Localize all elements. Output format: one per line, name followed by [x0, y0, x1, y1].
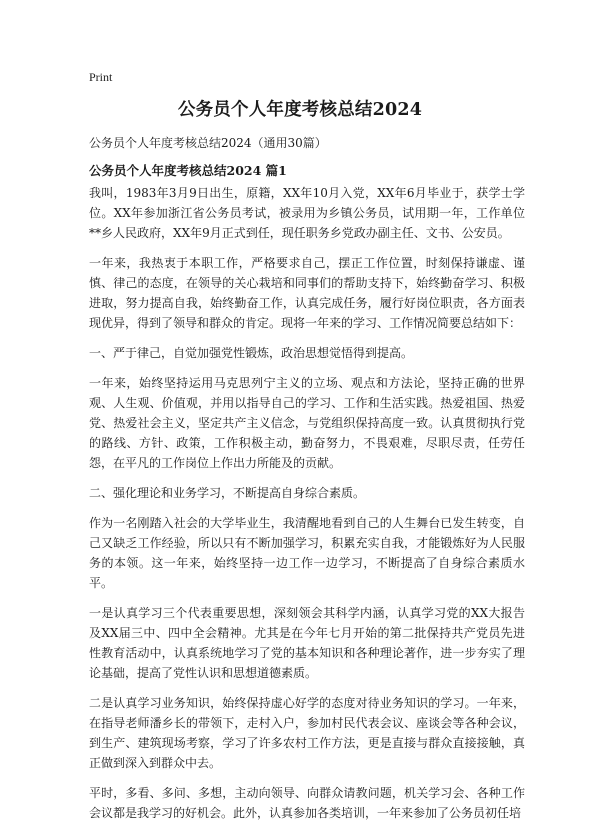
- print-link[interactable]: Print: [89, 70, 113, 84]
- article-body: [89, 183, 525, 833]
- paragraph-study: 作为一名刚踏入社会的大学毕业生，我清醒地看到自己的人生舞台已发生转变，自己又缺乏工作经验，所以只有不断加强学习，积累充实自我，才能锻炼好为人民服务的本领。这一年来，始终坚持一边工作一边学习，不断提高了自身综合素质水平。: [89, 516, 525, 590]
- document-subtitle: 公务员个人年度考核总结2024（通用30篇）: [89, 136, 327, 150]
- paragraph-business: 二是认真学习业务知识，始终保持虚心好学的态度对待业务知识的学习。一年来，在指导老师潘乡长的带领下，走村入户，参加村民代表会议、座谈会等各种会议，到生产、建筑现场考察，学习了许多农村工作方法，更是直接与群众直接接触，真正做到深入到群众中去。: [89, 696, 525, 770]
- paragraph-overview: 一年来，我热衷于本职工作，严格要求自己，摆正工作位置，时刻保持谦虚、谨慎、律己的态度，在领导的关心栽培和同事们的帮助支持下，始终勤奋学习、积极进取，努力提高自我，始终勤奋工作，认真完成任务，履行好岗位职责，各方面表现优异，得到了领导和群众的肯定。现将一年来的学习、工作情况简要总结如下：: [89, 256, 525, 330]
- paragraph-heading-two: 二、强化理论和业务学习，不断提高自身综合素质。: [89, 486, 366, 500]
- paragraph-heading-one: 一、严于律己，自觉加强党性锻炼，政治思想觉悟得到提高。: [89, 346, 414, 360]
- paragraph-intro: 我叫，1983年3月9日出生，原籍，XX年10月入党，XX年6月毕业于，获学士学位。XX年参加浙江省公务员考试，被录用为乡镇公务员，试用期一年，工作单位**乡人民政府，XX年9月正式到任，现任职务乡党政办副主任、文书、公安员。: [89, 186, 525, 240]
- section-heading: 公务员个人年度考核总结2024 篇1: [89, 163, 287, 178]
- document-title: 公务员个人年度考核总结2024: [177, 100, 423, 120]
- paragraph-daily: 平时，多看、多问、多想，主动向领导、向群众请教问题，机关学习会、各种工作会议都是我学习的好机会。此外，认真参加各类培训，一年来参加了公务员初任培: [89, 786, 525, 820]
- paragraph-theory: 一是认真学习三个代表重要思想，深刻领会其科学内涵，认真学习党的XX大报告及XX届三中、四中全会精神。尤其是在今年七月开始的第二批保持共产党员先进性教育活动中，认真系统地学习了党的基本知识和各种理论著作，进一步夯实了理论基础，提高了党性认识和思想道德素质。: [89, 606, 525, 680]
- paragraph-political: 一年来，始终坚持运用马克思列宁主义的立场、观点和方法论，坚持正确的世界观、人生观、价值观，并用以指导自己的学习、工作和生活实践。热爱祖国、热爱党、热爱社会主义，坚定共产主义信念，与党组织保持高度一致。认真贯彻执行党的路线、方针、政策，工作积极主动，勤奋努力，不畏艰难，尽职尽责，任劳任怨，在平凡的工作岗位上作出力所能及的贡献。: [89, 376, 525, 470]
